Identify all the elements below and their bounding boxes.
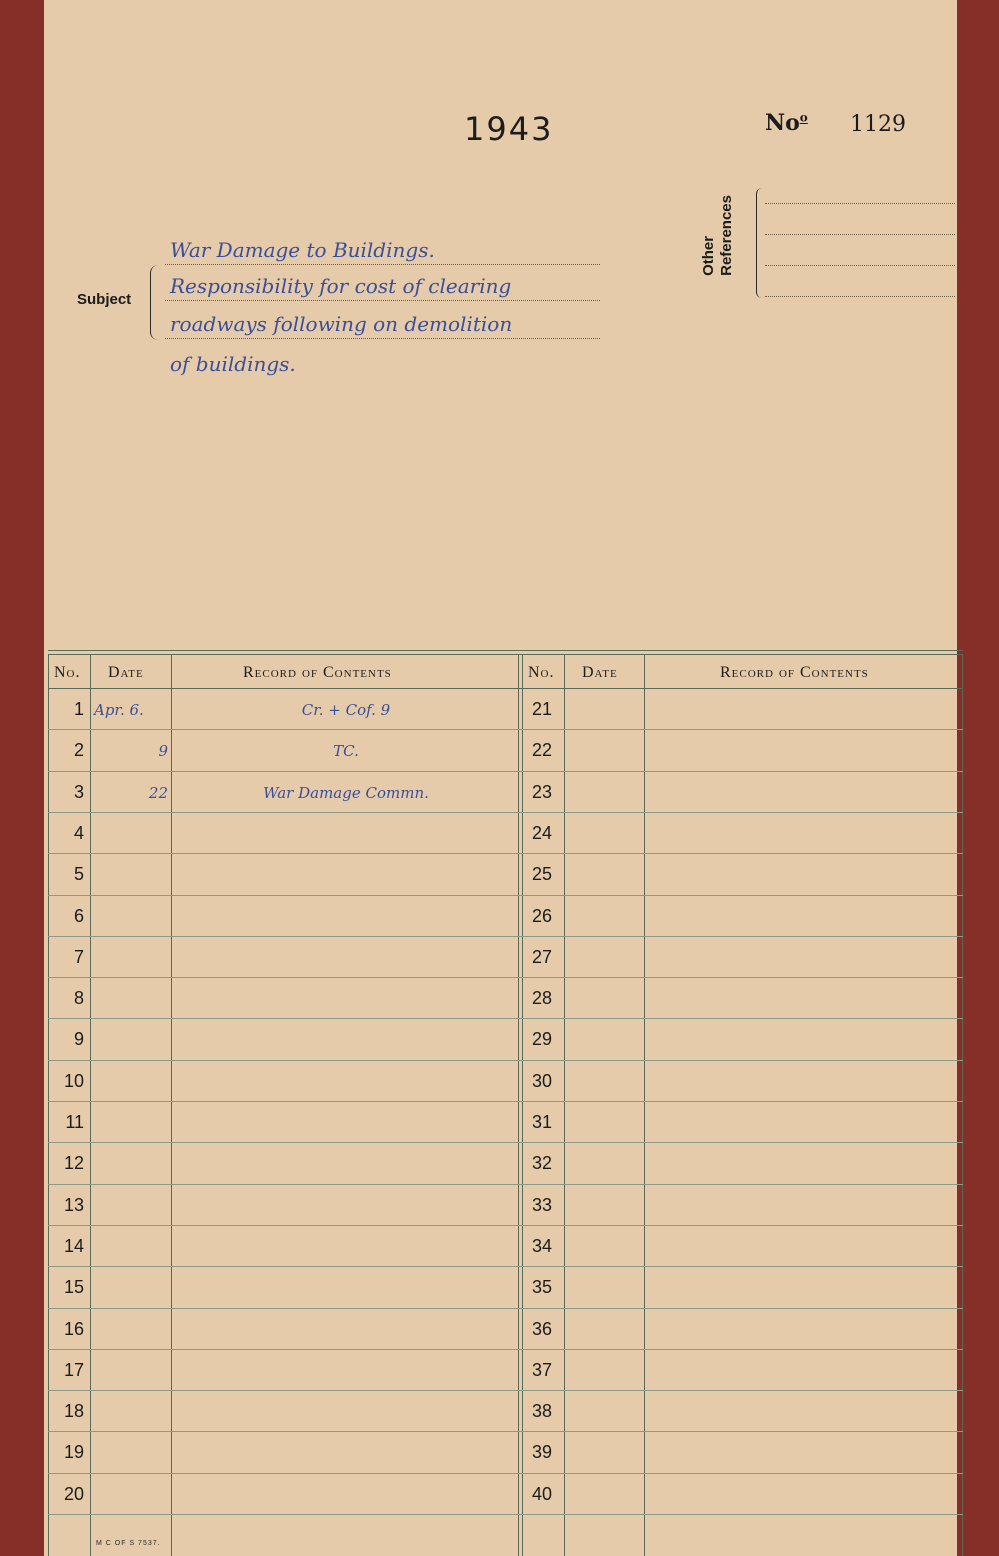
subject-text-line: Responsibility for cost of clearing [170, 274, 512, 298]
row-number: 26 [531, 905, 553, 926]
row-number: 15 [63, 1277, 84, 1298]
reference-line [765, 234, 955, 235]
row-rule [48, 1308, 963, 1309]
row-number: 1 [73, 699, 84, 719]
subject-text-line: roadways following on demolition [170, 312, 513, 336]
row-number: 35 [531, 1277, 553, 1298]
row-number: 40 [531, 1483, 553, 1504]
row-rule [48, 812, 963, 813]
reference-line [765, 265, 955, 266]
subject-line [165, 300, 600, 301]
row-number: 11 [65, 1112, 84, 1132]
row-rule [48, 895, 963, 896]
row-number: 19 [63, 1442, 84, 1463]
other-references-label: Other References [700, 195, 735, 276]
left-binding [0, 0, 44, 1556]
row-rule [48, 1390, 963, 1391]
row-number: 33 [531, 1194, 553, 1215]
column-rule [564, 655, 565, 1556]
row-rule [48, 936, 963, 937]
row-number: 10 [63, 1070, 84, 1091]
subject-label: Subject [77, 291, 132, 308]
column-rule [90, 655, 91, 1556]
row-rule [48, 853, 963, 854]
row-rule [48, 1142, 963, 1143]
reference-line [765, 203, 955, 204]
row-number: 28 [531, 988, 553, 1009]
table-top-rule [48, 650, 963, 651]
row-number: 25 [531, 864, 553, 885]
row-record: TC. [333, 742, 359, 761]
row-rule [48, 1101, 963, 1102]
row-number: 6 [73, 905, 84, 926]
reference-line [765, 296, 955, 297]
header-record-right: Record of Contents [720, 664, 869, 681]
row-date: Apr. 6. [94, 701, 144, 719]
row-number: 21 [531, 699, 553, 719]
row-record: War Damage Commn. [263, 783, 429, 802]
row-rule [48, 1060, 963, 1061]
row-number: 39 [531, 1442, 553, 1463]
row-record: Cr. + Cof. 9 [301, 701, 391, 719]
header-date-left: Date [108, 664, 144, 681]
row-rule [48, 1184, 963, 1185]
row-number: 20 [63, 1483, 84, 1504]
row-number: 8 [73, 988, 84, 1009]
contents-table [48, 650, 963, 1556]
header-no-right: No. [528, 664, 555, 681]
subject-brace [150, 265, 159, 340]
number-label: No$^o$ [765, 110, 808, 136]
row-number: 23 [531, 781, 553, 802]
row-number: 29 [531, 1029, 553, 1050]
subject-text-line: War Damage to Buildings. [170, 238, 435, 262]
row-rule [48, 1266, 963, 1267]
row-rule [48, 1349, 963, 1350]
row-number: 5 [73, 864, 84, 885]
row-rule [48, 1473, 963, 1474]
column-rule [962, 655, 963, 1556]
row-number: 24 [531, 822, 553, 843]
row-number: 16 [63, 1318, 84, 1339]
row-rule [48, 1431, 963, 1432]
column-rule [522, 655, 523, 1556]
row-rule [48, 729, 963, 730]
row-number: 18 [63, 1401, 84, 1422]
row-number: 30 [531, 1070, 553, 1091]
file-number: 1129 [850, 112, 906, 137]
row-rule [48, 1018, 963, 1019]
row-rule [48, 771, 963, 772]
year: 1943 [464, 110, 554, 148]
row-number: 2 [73, 740, 84, 761]
print-code: M C OF S 7537. [96, 1540, 161, 1547]
references-brace [756, 188, 763, 298]
row-number: 7 [73, 946, 84, 967]
table-top-rule [48, 654, 963, 655]
column-rule [171, 655, 172, 1556]
row-number: 38 [531, 1401, 553, 1422]
row-rule [48, 1225, 963, 1226]
right-binding [957, 0, 999, 1556]
row-number: 27 [531, 946, 553, 967]
row-number: 37 [531, 1359, 553, 1380]
row-number: 3 [73, 781, 84, 802]
row-number: 32 [531, 1153, 553, 1174]
header-rule [48, 688, 963, 689]
row-number: 4 [73, 822, 84, 843]
row-number: 31 [531, 1112, 553, 1132]
row-rule [48, 1514, 963, 1515]
subject-line [165, 264, 600, 265]
subject-text-line: of buildings. [170, 352, 296, 376]
row-rule [48, 977, 963, 978]
column-rule [644, 655, 645, 1556]
column-rule [518, 655, 519, 1556]
header-date-right: Date [582, 664, 618, 681]
header-no-left: No. [54, 664, 81, 681]
row-date: 9 [158, 742, 168, 761]
subject-line [165, 338, 600, 339]
row-number: 9 [73, 1029, 84, 1050]
row-date: 22 [148, 783, 168, 802]
header-record-left: Record of Contents [243, 664, 392, 681]
row-number: 34 [531, 1235, 553, 1256]
row-number: 22 [531, 740, 553, 761]
row-number: 13 [63, 1194, 84, 1215]
row-number: 17 [63, 1359, 84, 1380]
row-number: 36 [531, 1318, 553, 1339]
row-number: 14 [63, 1235, 84, 1256]
row-number: 12 [63, 1153, 84, 1174]
